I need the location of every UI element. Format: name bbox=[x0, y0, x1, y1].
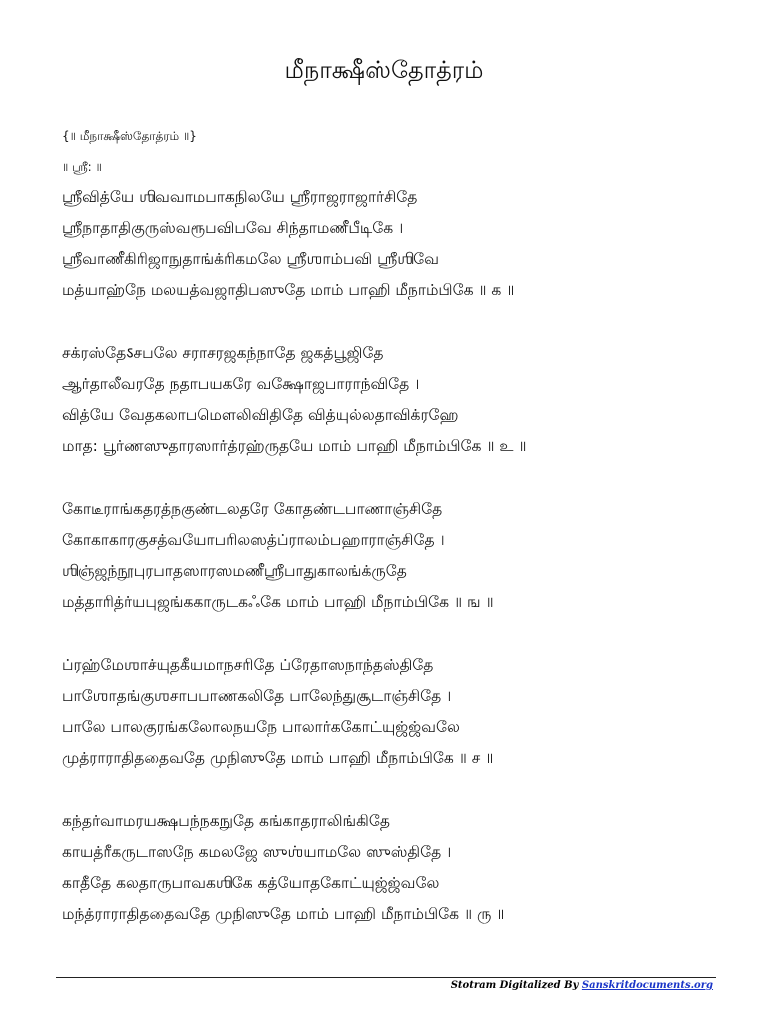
verse-line: மந்த்ராராதிததைவதே முநிஸுதே மாம் பாஹி மீநாம்பிகே ॥ ரு ॥ bbox=[62, 905, 505, 923]
verse-line: காயத்ரீகருடாஸநே கமலஜே ஸுஶ்யாமலே ஸுஸ்திதே । bbox=[62, 843, 452, 861]
verse-line: காதீதே கலதாருபாவகஶிகே கத்யோதகோட்யுஜ்ஜ்வலே bbox=[62, 874, 440, 892]
footer-prefix: Stotram Digitalized By bbox=[450, 980, 582, 991]
verse-line: மாத꞉ பூர்ணஸுதாரஸார்த்ரஹ்ருதயே மாம் பாஹி மீநாம்பிகே ॥ உ ॥ bbox=[62, 437, 527, 455]
invocation: ॥ ஶ்ரீ꞉ ॥ bbox=[62, 160, 102, 174]
verse-line: ஶ்ரீவாணீகிரிஜாநுதாங்க்ரிகமலே ஶ்ரீஶாம்பவி ஶ்ரீஶிவே bbox=[62, 250, 440, 268]
verse-line: கோகாகாரகுசத்வயோபரிலஸத்ப்ராலம்பஹாராஞ்சிதே । bbox=[62, 531, 445, 549]
footer-credit bbox=[451, 980, 713, 991]
verse-line: வித்யே வேதகலாபமௌலிவிதிதே வித்யுல்லதாவிக்ரஹே bbox=[62, 406, 459, 424]
verse-line: ஶ்ரீவித்யே ஶிவவாமபாகநிலயே ஶ்ரீராஜராஜார்சிதே bbox=[62, 188, 418, 206]
verse-line: கந்தர்வாமரயக்ஷபந்நகநுதே கங்காதராலிங்கிதே bbox=[62, 812, 390, 830]
stotram-body bbox=[62, 120, 722, 930]
stanza-3 bbox=[62, 494, 722, 618]
verse-line: மத்தாரித்ர்யபுஜங்ககாருடகஃகே மாம் பாஹி மீநாம்பிகே ॥ ங ॥ bbox=[62, 593, 494, 611]
page-title: மீநாக்ஷீஸ்தோத்ரம் bbox=[284, 56, 484, 84]
heading-marker: {॥ மீநாக்ஷீஸ்தோத்ரம் ॥} bbox=[62, 129, 197, 143]
footer-divider bbox=[56, 977, 716, 978]
verse-line: ஶ்ரீநாதாதிகுருஸ்வரூபவிபவே சிந்தாமணீபீடிகே । bbox=[62, 219, 404, 237]
verse-line: சக்ரஸ்தேऽசபலே சராசரஜகந்நாதே ஜகத்பூஜிதே bbox=[62, 344, 384, 362]
verse-line: மத்யாஹ்நே மலயத்வஜாதிபஸுதே மாம் பாஹி மீநாம்பிகே ॥ க ॥ bbox=[62, 281, 515, 299]
verse-line: பாஶோதங்குஶசாபபாணகலிதே பாலேந்துசூடாஞ்சிதே । bbox=[62, 687, 452, 705]
verse-line: முத்ராராதிததைவதே முநிஸுதே மாம் பாஹி மீநாம்பிகே ॥ ச ॥ bbox=[62, 749, 494, 767]
verse-line: பாலே பாலகுரங்கலோலநயநே பாலார்ககோட்யுஜ்ஜ்வலே bbox=[62, 718, 460, 736]
verse-line: ஆர்தாலீவரதே நதாபயகரே வக்ஷோஜபாராந்விதே । bbox=[62, 375, 420, 393]
stanza-2 bbox=[62, 338, 722, 462]
verse-line: ஶிஞ்ஜந்நூபுரபாதஸாரஸமணீஶ்ரீபாதுகாலங்க்ருதே bbox=[62, 562, 407, 580]
stanza-5 bbox=[62, 806, 722, 930]
stanza-4 bbox=[62, 650, 722, 774]
verse-line: கோடீராங்கதரத்நகுண்டலதரே கோதண்டபாணாஞ்சிதே bbox=[62, 500, 443, 518]
verse-line: ப்ரஹ்மேஶாச்யுதகீயமாநசரிதே ப்ரேதாஸநாந்தஸ்திதே bbox=[62, 656, 434, 674]
stanza-1 bbox=[62, 182, 722, 306]
sanskritdocuments-link[interactable]: Sanskritdocuments.org bbox=[581, 980, 713, 991]
